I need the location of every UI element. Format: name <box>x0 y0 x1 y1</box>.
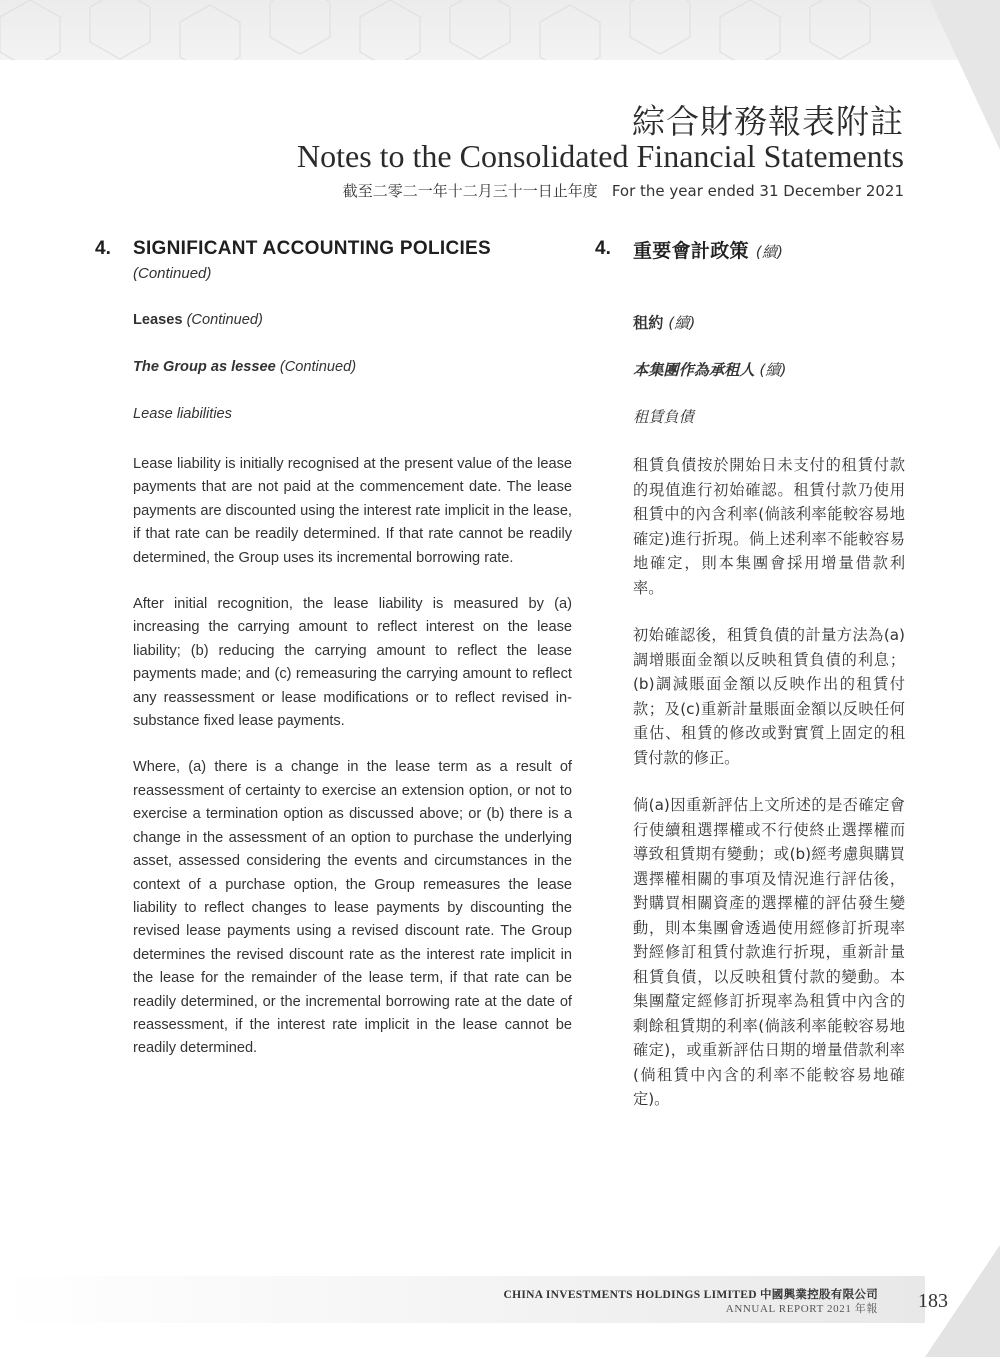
section-continued-english: (Continued) <box>133 265 212 282</box>
hexagon-pattern-icon <box>0 0 1000 60</box>
lessee-heading-chinese <box>633 359 905 406</box>
leases-heading-english <box>133 312 572 359</box>
page-title-english: Notes to the Consolidated Financial Statements <box>296 138 904 174</box>
leases-continued-chinese: (續) <box>668 314 696 332</box>
section-title-chinese <box>633 236 783 263</box>
leases-continued: (Continued) <box>186 312 263 328</box>
section-number-chinese: 4. <box>595 238 611 259</box>
header-hexagon-band <box>0 0 1000 60</box>
chinese-paragraph-3: 倘(a)因重新評估上文所述的是否確定會行使續租選擇權或不行使終止選擇權而導致租賃期有變動；或(b)經考慮與購買選擇權相關的事項及情況進行評估後，對購買相關資產的選擇權的評估發生變動，則本集團會透過使用經修訂折現率對經修訂租賃付款進行折現，重新計量租賃負債，以反映租賃付款的變動。本集團釐定經修訂折現率為租賃中內含的剩餘租賃期的利率(倘該利率能較容易地確定)，或重新評估日期的增量借款利率(倘租賃中內含的利率不能較容易地確定)。 <box>633 796 905 1108</box>
chinese-column <box>633 312 905 1112</box>
english-column <box>133 312 572 1061</box>
english-paragraph-2: After initial recognition, the lease liability is measured by (a) increasing the carrying amount to reflect interest on the lease liability; (b) reducing the carrying amount to reflect the lease payments made; and (c) remeasuring the carrying amount to reflect any reassessment or lease modifications or to reflect revised in-substance fixed lease payments. <box>133 596 572 730</box>
leases-label: Leases <box>133 312 183 328</box>
footer-report-label: ANNUAL REPORT 2021 年報 <box>725 1303 878 1315</box>
lease-liabilities-subheading-chinese: 租賃負債 <box>633 408 694 426</box>
chinese-paragraph-2: 初始確認後，租賃負債的計量方法為(a)調增賬面金額以反映租賃負債的利息；(b)調減賬面金額以反映作出的租賃付款；及(c)重新計量賬面金額以反映任何重估、租賃的修改或對實質上固定的租賃付款的修正。 <box>633 626 905 767</box>
chinese-paragraph-1: 租賃負債按於開始日未支付的租賃付款的現值進行初始確認。租賃付款乃使用租賃中的內含利率(倘該利率能較容易地確定)進行折現。倘上述利率不能較容易地確定，則本集團會採用增量借款利率。 <box>633 456 905 597</box>
section-number-english: 4. <box>95 238 111 259</box>
section-continued-chinese: (續) <box>755 243 784 261</box>
section-title-chinese-text: 重要會計政策 <box>633 240 749 262</box>
page-number: 183 <box>918 1290 948 1312</box>
lessee-label: The Group as lessee <box>133 359 276 375</box>
period-english: For the year ended 31 December 2021 <box>611 182 904 200</box>
leases-label-chinese: 租約 <box>633 314 664 332</box>
english-paragraph-3: Where, (a) there is a change in the lease term as a result of reassessment of certainty to exercise an extension option, or not to exercise a termination option as discussed above; or (b) there is a change in the assessment of an option to purchase the underlying asset, assessed considering the events and circumstances in the context of a purchase option, the Group remeasures the lease liability to reflect changes to lease payments by discounting the revised lease payments using a revised discount rate. The Group determines the revised discount rate as the interest rate implicit in the lease for the remainder of the lease term, if that rate can be readily determined, or the incremental borrowing rate at the date of reassessment, if the interest rate implicit in the lease cannot be readily determined. <box>133 759 572 1057</box>
lease-liabilities-subheading: Lease liabilities <box>133 406 232 422</box>
lessee-label-chinese: 本集團作為承租人 <box>633 361 755 379</box>
header-corner-decoration <box>930 0 1000 150</box>
footer-company-name: CHINA INVESTMENTS HOLDINGS LIMITED 中國興業控股有限公司 <box>503 1289 878 1301</box>
page-title-chinese: 綜合財務報表附註 <box>632 102 904 141</box>
section-title-english: SIGNIFICANT ACCOUNTING POLICIES <box>133 238 491 259</box>
lessee-continued-chinese: (續) <box>759 361 787 379</box>
english-paragraph-1: Lease liability is initially recognised at the present value of the lease payments that are not paid at the commencement date. The lease payments are discounted using the interest rate implicit in the lease, if that rate can be readily determined. If that rate cannot be readily determined, the Group uses its incremental borrowing rate. <box>133 456 572 566</box>
lessee-heading-english <box>133 359 572 406</box>
period-subtitle <box>343 180 904 201</box>
lessee-continued: (Continued) <box>279 359 357 375</box>
period-chinese: 截至二零二一年十二月三十一日止年度 <box>342 182 598 200</box>
leases-heading-chinese <box>633 312 905 359</box>
